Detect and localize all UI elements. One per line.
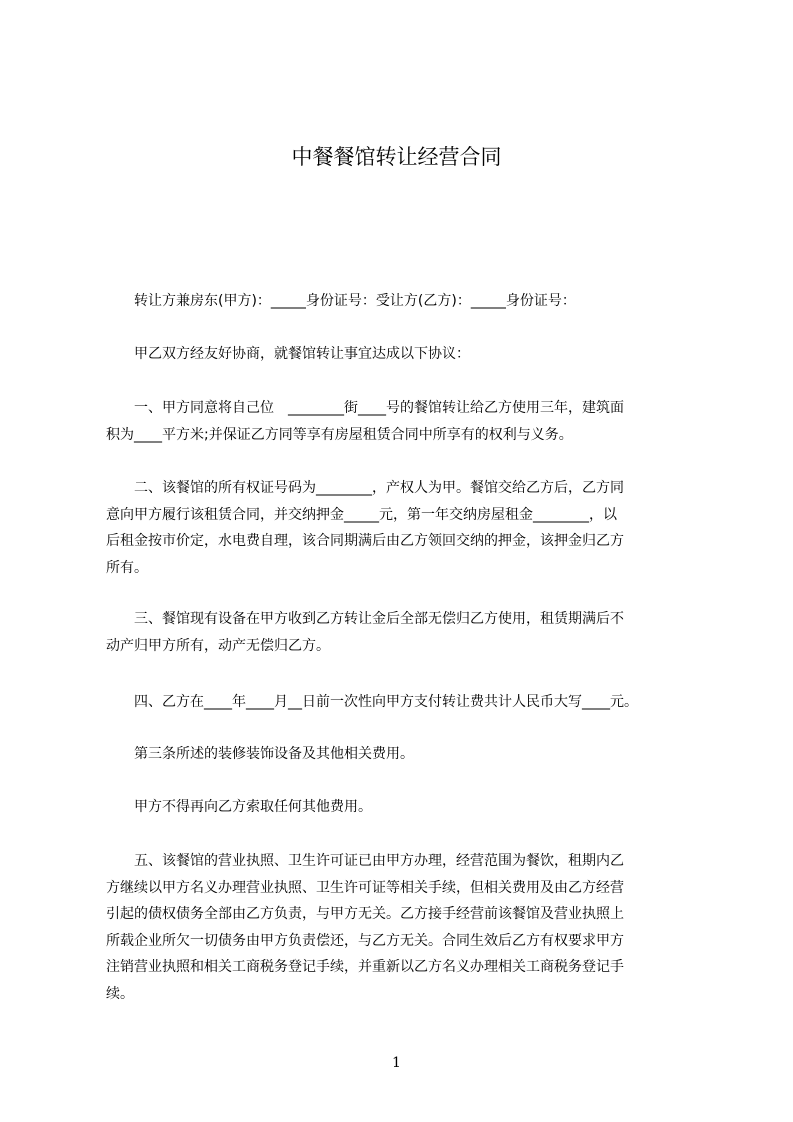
paragraph-line: 积为____平方米;并保证乙方同等享有房屋租赁合同中所享有的权利与义务。: [106, 426, 573, 443]
paragraph-line: 五、该餐馆的营业执照、卫生许可证已由甲方办理，经营范围为餐饮，租期内乙: [106, 853, 624, 869]
paragraph-line: 所载企业所欠一切债务由甲方负责偿还，与乙方无关。合同生效后乙方有权要求甲方: [106, 932, 624, 949]
paragraph-line: 后租金按市价定，水电费自理，该合同期满后由乙方领回交纳的押金，该押金归乙方: [106, 533, 624, 549]
paragraph-line: 甲乙双方经友好协商，就餐馆转让事宜达成以下协议：: [106, 346, 470, 362]
paragraph-line: 注销营业执照和相关工商税务登记手续，并重新以乙方名义办理相关工商税务登记手: [106, 959, 624, 975]
paragraph-line: 三、餐馆现有设备在甲方收到乙方转让金后全部无偿归乙方使用，租赁期满后不: [106, 611, 624, 627]
paragraph-line: 意向甲方履行该租赁合同，并交纳押金_____元，第一年交纳房屋租金________，以: [106, 506, 617, 523]
paragraph-clause-4-note: [106, 794, 706, 821]
paragraph-line: 四、乙方在____年____月__日前一次性向甲方支付转让费共计人民币大写____元。: [106, 694, 638, 710]
paragraph-clause-2: [106, 475, 706, 581]
paragraph-line: 续。: [106, 985, 134, 1002]
paragraph-line: 第三条所述的装修装饰设备及其他相关费用。: [106, 746, 414, 762]
paragraph-parties: [106, 288, 706, 315]
paragraph-line: 一、甲方同意将自己位 ________街____号的餐馆转让给乙方使用三年，建筑面: [106, 400, 624, 416]
paragraph-line: 动产归甲方所有，动产无偿归乙方。: [106, 637, 330, 654]
paragraph-intro: [106, 341, 706, 368]
paragraph-clause-4-detail: [106, 741, 706, 768]
paragraph-clause-5: [106, 848, 706, 1007]
paragraph-line: 方继续以甲方名义办理营业执照、卫生许可证等相关手续，但相关费用及由乙方经营: [106, 879, 624, 896]
paragraph-line: 转让方兼房东(甲方)：_____身份证号：受让方(乙方)：_____身份证号：: [106, 293, 576, 309]
paragraph-line: 所有。: [106, 559, 148, 576]
paragraph-line: 引起的债权债务全部由乙方负责，与甲方无关。乙方接手经营前该餐馆及营业执照上: [106, 906, 624, 922]
paragraph-line: 甲方不得再向乙方索取任何其他费用。: [106, 799, 372, 815]
paragraph-clause-1: [106, 395, 706, 448]
paragraph-clause-4: [106, 689, 706, 716]
page-number: 1: [392, 1055, 401, 1071]
paragraph-clause-3: [106, 606, 706, 659]
paragraph-line: 二、该餐馆的所有权证号码为________，产权人为甲。餐馆交给乙方后，乙方同: [106, 480, 624, 496]
document-title: 中餐餐馆转让经营合同: [291, 145, 502, 169]
